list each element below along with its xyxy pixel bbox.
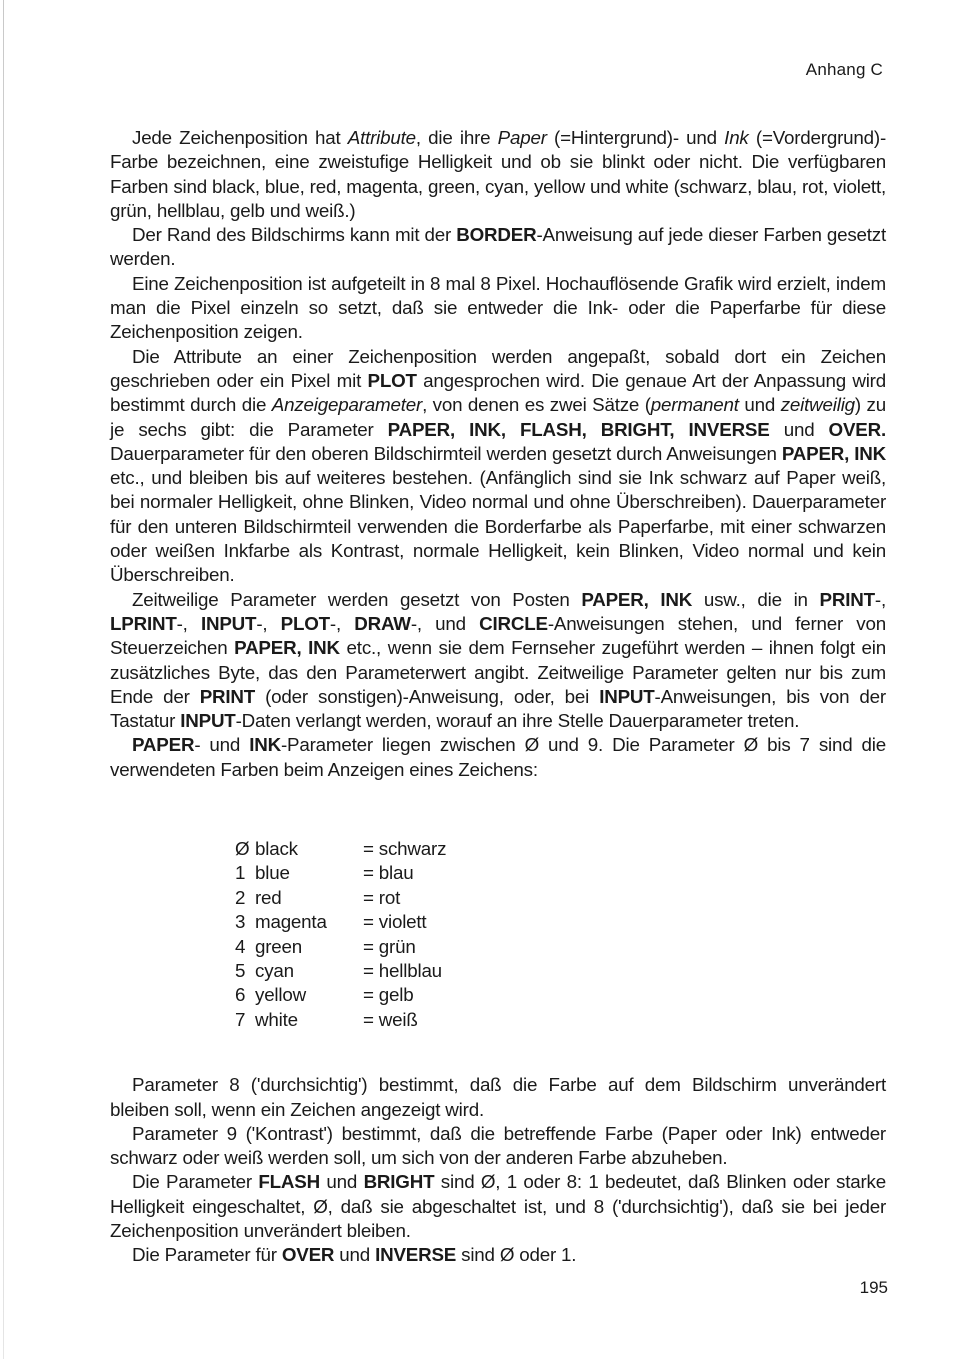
keyword: INPUT [200,612,257,634]
text-run: (=Hintergrund)- und [546,127,725,148]
keyword: PAPER [132,734,195,756]
text-run: -Anweisung auf jede dieser Farben gesetzt werden. [110,224,886,270]
page-number: 195 [859,1278,888,1297]
color-name-en: cyan [255,960,294,982]
text-run: Parameter 9 ('Kontrast') bestimmt, daß die betreffende Farbe (Paper oder Ink) entweder schwarz oder weiß werden soll, um sich von der anderen Farbe abzuheben. [110,1122,886,1169]
color-name-de: = schwarz [363,838,447,860]
text-run: Die Parameter für [132,1244,282,1266]
paragraph [110,345,886,588]
text-run: Die Parameter [132,1171,259,1193]
color-name-en: yellow [255,984,306,1006]
color-name-de: = blau [363,862,414,884]
keyword: PRINT [819,588,875,610]
keyword: CIRCLE [479,612,548,634]
color-name-en: white [255,1008,298,1030]
text-run: ) zu je sechs gibt: die Parameter [110,394,886,440]
paragraph [110,1243,886,1267]
paragraph [110,126,886,223]
color-name-de: = weiß [363,1008,418,1030]
text-run: -, [176,612,201,634]
emphasis: Attribute [347,127,416,148]
text-run: , die ihre [415,127,498,148]
text-run: -Anweisungen stehen, und ferner von Steuerzeichen [110,612,886,659]
emphasis: zeitweilig [780,394,855,416]
color-number: 4 [235,935,246,957]
emphasis: permanent [650,394,739,416]
keyword: FLASH [258,1171,320,1193]
color-row [235,837,446,861]
text-run: Parameter 8 ('durchsichtig') bestimmt, daß die Farbe auf dem Bildschirm unverändert bleiben soll, wenn ein Zeichen angezeigt wird. [110,1074,886,1120]
color-number: Ø [235,838,250,860]
keyword: LPRINT [110,612,177,634]
text-run: usw., die in [692,588,820,610]
text-run: Eine Zeichenposition ist aufgeteilt in 8 mal 8 Pixel. Hochauflösende Grafik wird erzielt, indem man die Pixel einzeln so setzt, daß sie entweder die Ink- oder die Paperfarbe für diese Zeichenposition zeigen. [110,272,886,343]
emphasis: Paper [497,127,547,148]
text-run: etc., und bleiben bis auf weiteres bestehen. (Anfänglich sind sie Ink schwarz auf Paper weiß, bei normaler Helligkeit, ohne Blinken, Video normal und ohne Überschreiben). Dauerparameter für den unteren Bildschirmteil verwenden die Borderfarbe als Paperfarbe, mit einer schwarzen oder weißen Inkfarbe als Kontrast, normale Helligkeit, kein Blinken, Video normal und kein Überschreiben. [110,467,886,586]
text-run: Der Rand des Bildschirms kann mit der [132,224,457,246]
keyword: PAPER, INK [234,637,340,659]
color-name-en: black [255,838,298,860]
text-run: etc., wenn sie dem Fernseher zugeführt werden – ihnen folgt ein zusätzliches Byte, das den Parameterwert angibt. Zeitweilige Parameter gelten nur bis zum Ende der [110,637,886,707]
keyword: INPUT [180,710,236,732]
color-name-de: = rot [363,886,401,908]
color-row [235,959,446,983]
color-row [235,935,446,959]
text-run: sind Ø, 1 oder 8: 1 bedeutet, daß Blinken oder starke Helligkeit eingeschaltet, Ø, daß sie abgeschaltet ist, und 8 ('durchsichtig'), daß sie bei jeder Zeichenposition unverändert bleiben. [110,1171,886,1242]
text-run: -, [256,612,281,634]
color-name-en: green [255,935,303,957]
text-run: Dauerparameter für den oberen Bildschirmteil werden gesetzt durch Anweisungen [110,442,782,464]
text-run: und [319,1171,364,1193]
text-run: -Daten verlangt werden, worauf an ihre Stelle Dauerparameter treten. [235,710,800,732]
keyword: PLOT [280,612,330,634]
paragraph [110,272,886,345]
text-run: und [769,418,829,440]
text-run: -Parameter liegen zwischen Ø und 9. Die Parameter Ø bis 7 sind die verwendeten Farben beim Anzeigen eines Zeichens: [110,734,886,780]
text-run: (=Vordergrund)-Farbe bezeichnen, eine zweistufige Helligkeit und ob sie blinkt oder nicht. Die verfügbaren Farben sind black, blue, red, magenta, green, cyan, yellow und white (schwarz, blau, rot, violett, grün, hellblau, gelb und weiß.) [110,127,886,221]
keyword: BORDER [456,224,537,246]
color-number: 6 [235,984,246,1006]
color-row [235,983,446,1007]
text-run: (oder sonstigen)-Anweisung, oder, bei [255,685,600,707]
paragraph [110,223,886,272]
keyword: DRAW [354,612,411,634]
text-run: und [738,394,781,416]
keyword: OVER. [828,418,886,440]
keyword: PLOT [367,369,417,391]
keyword: INPUT [599,685,655,707]
keyword: INK [249,734,281,756]
color-name-de: = hellblau [363,960,442,982]
keyword: BRIGHT [363,1171,435,1193]
color-name-de: = grün [363,935,416,957]
color-number: 7 [235,1008,246,1030]
paragraphs-before-list [110,126,886,782]
text-run: - und [194,734,250,756]
color-name-en: magenta [255,911,327,933]
color-name-en: red [255,886,282,908]
text-run: Jede Zeichenposition hat [132,127,348,148]
text-run: , von denen es zwei Sätze ( [422,394,651,416]
color-row [235,861,446,885]
text-run: -, [329,612,355,634]
color-name-de: = violett [363,911,427,933]
color-number: 2 [235,886,246,908]
color-number: 1 [235,862,246,884]
text-run: -Anweisungen, bis von der Tastatur [110,685,886,732]
paragraph [110,1170,886,1243]
paragraph [110,1122,886,1171]
page-body [110,126,886,1268]
keyword: PAPER, INK [781,442,886,464]
paragraph [110,733,886,782]
paragraph [110,588,886,734]
paragraph [110,1073,886,1122]
text-run: Die Attribute an einer Zeichenposition werden angepaßt, sobald dort ein Zeichen geschrieben oder ein Pixel mit [110,345,886,391]
color-name-en: blue [255,862,290,884]
color-code-table [235,837,446,1032]
text-run: Zeitweilige Parameter werden gesetzt von Posten [132,588,582,610]
color-name-de: = gelb [363,984,414,1006]
keyword: INVERSE [375,1244,457,1266]
paragraphs-after-list [110,1073,886,1267]
text-run: -, und [410,612,480,634]
text-run: angesprochen wird. Die genaue Art der Anpassung wird bestimmt durch die [110,369,886,416]
page-edge [3,0,4,1359]
keyword: OVER [281,1244,335,1266]
emphasis: Ink [724,127,749,148]
text-run: -, [874,588,886,610]
color-number: 5 [235,960,246,982]
text-run: sind Ø oder 1. [456,1244,577,1266]
color-row [235,910,446,934]
color-row [235,886,446,910]
keyword: PRINT [199,685,256,707]
running-header: Anhang C [805,60,883,79]
color-number: 3 [235,911,246,933]
keyword: PAPER, INK [581,588,693,610]
keyword: PAPER, INK, FLASH, BRIGHT, INVERSE [387,418,770,440]
color-row [235,1008,446,1032]
text-run: und [334,1244,376,1266]
emphasis: Anzeigeparameter [271,394,423,416]
